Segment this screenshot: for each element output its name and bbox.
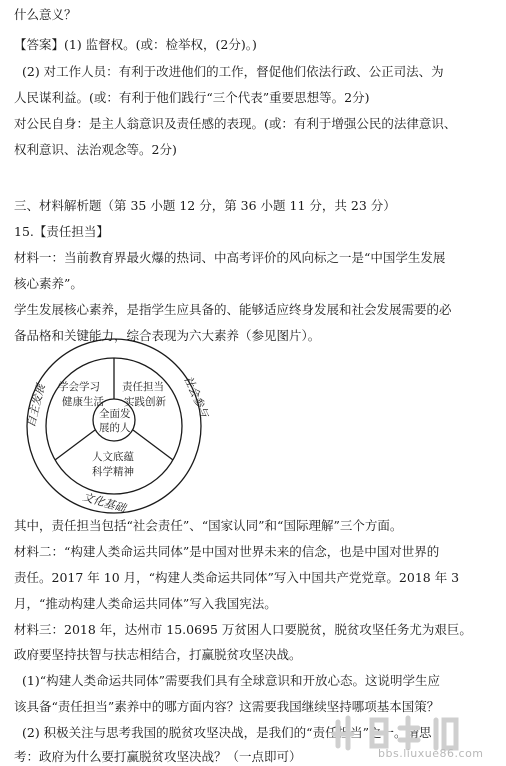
outer-circle — [27, 339, 201, 516]
text-line: (2) 对工作人员：有利于改进他们的工作，督促他们依法行政、公正司法、为 — [22, 64, 444, 79]
sector-top-left-1: 学会学习 — [58, 381, 100, 393]
sector-bottom-2: 科学精神 — [92, 466, 134, 478]
divider-right — [133, 430, 173, 460]
outer-label-left: 自主发展 — [24, 382, 48, 429]
section-heading: 三、材料解析题（第 35 小题 12 分，第 36 小题 11 分，共 23 分） — [14, 198, 396, 213]
outer-label-bottom: 文化基础 — [81, 490, 128, 516]
divider-left — [55, 430, 95, 460]
question-title: 15.【责任担当】 — [14, 224, 109, 239]
answer-line: 【答案】(1) 监督权。(或：检举权，(2分)。) — [14, 37, 257, 52]
sector-top-right-1: 责任担当 — [122, 381, 164, 393]
text-line: 学生发展核心素养，是指学生应具备的、能够适应终身发展和社会发展需要的必 — [14, 302, 452, 317]
text-line: 核心素养”。 — [14, 276, 83, 291]
text-line: 权利意识、法治观念等。2分) — [14, 142, 177, 157]
text-line: 其中，责任担当包括“社会责任”、“国家认同”和“国际理解”三个方面。 — [14, 518, 403, 533]
center-circle — [93, 399, 135, 441]
text-line: 对公民自身：是主人翁意识及责任感的表现。(或：有利于增强公民的法律意识、 — [14, 116, 457, 131]
text-line: 该具备“责任担当”素养中的哪方面内容？这需要我国继续坚持哪项基本国策？ — [14, 699, 440, 714]
text-line: 人民谋利益。(或：有利于他们践行“三个代表”重要思想等。2分) — [14, 90, 370, 105]
watermark-url: bbs.liuxue86.com — [378, 747, 484, 760]
text-line: 什么意义？ — [14, 7, 77, 22]
outer-label-right: 社会参与 — [181, 373, 212, 420]
text-line: 材料一：当前教育界最火爆的热词、中高考评价的风向标之一是“中国学生发展 — [14, 250, 446, 265]
text-line: 责任。2017 年 10 月，“构建人类命运共同体”写入中国共产党党章。2018 年 3 — [14, 570, 460, 585]
text-line: 月，“推动构建人类命运共同体”写入我国宪法。 — [14, 596, 277, 611]
center-label-2: 展的人 — [99, 422, 131, 434]
text-line: 备品格和关键能力，综合表现为六大素养（参见图片）。 — [14, 328, 321, 343]
text-line: 材料二：“构建人类命运共同体”是中国对世界未来的信念，也是中国对世界的 — [14, 544, 440, 559]
sector-top-left-2: 健康生活 — [62, 396, 104, 408]
inner-circle — [46, 358, 182, 494]
text-line: (1)“构建人类命运共同体”需要我们具有全球意识和开放心态。这说明学生应 — [22, 673, 440, 688]
text-line: 材料三：2018 年，达州市 15.0695 万贫困人口要脱贫，脱贫攻坚任务尤为艰巨。 — [14, 622, 472, 637]
sector-bottom-1: 人文底蕴 — [92, 451, 134, 463]
sector-top-right-2: 实践创新 — [124, 396, 166, 408]
text-line: 考：政府为什么要打赢脱贫攻坚决战？（一点即可） — [14, 749, 302, 764]
center-label-1: 全面发 — [99, 408, 131, 420]
text-line: (2) 积极关注与思考我国的脱贫攻坚决战，是我们的“责任担当”之一。请思 — [22, 725, 432, 740]
text-line: 政府要坚持扶智与扶志相结合，打赢脱贫攻坚决战。 — [14, 647, 302, 662]
